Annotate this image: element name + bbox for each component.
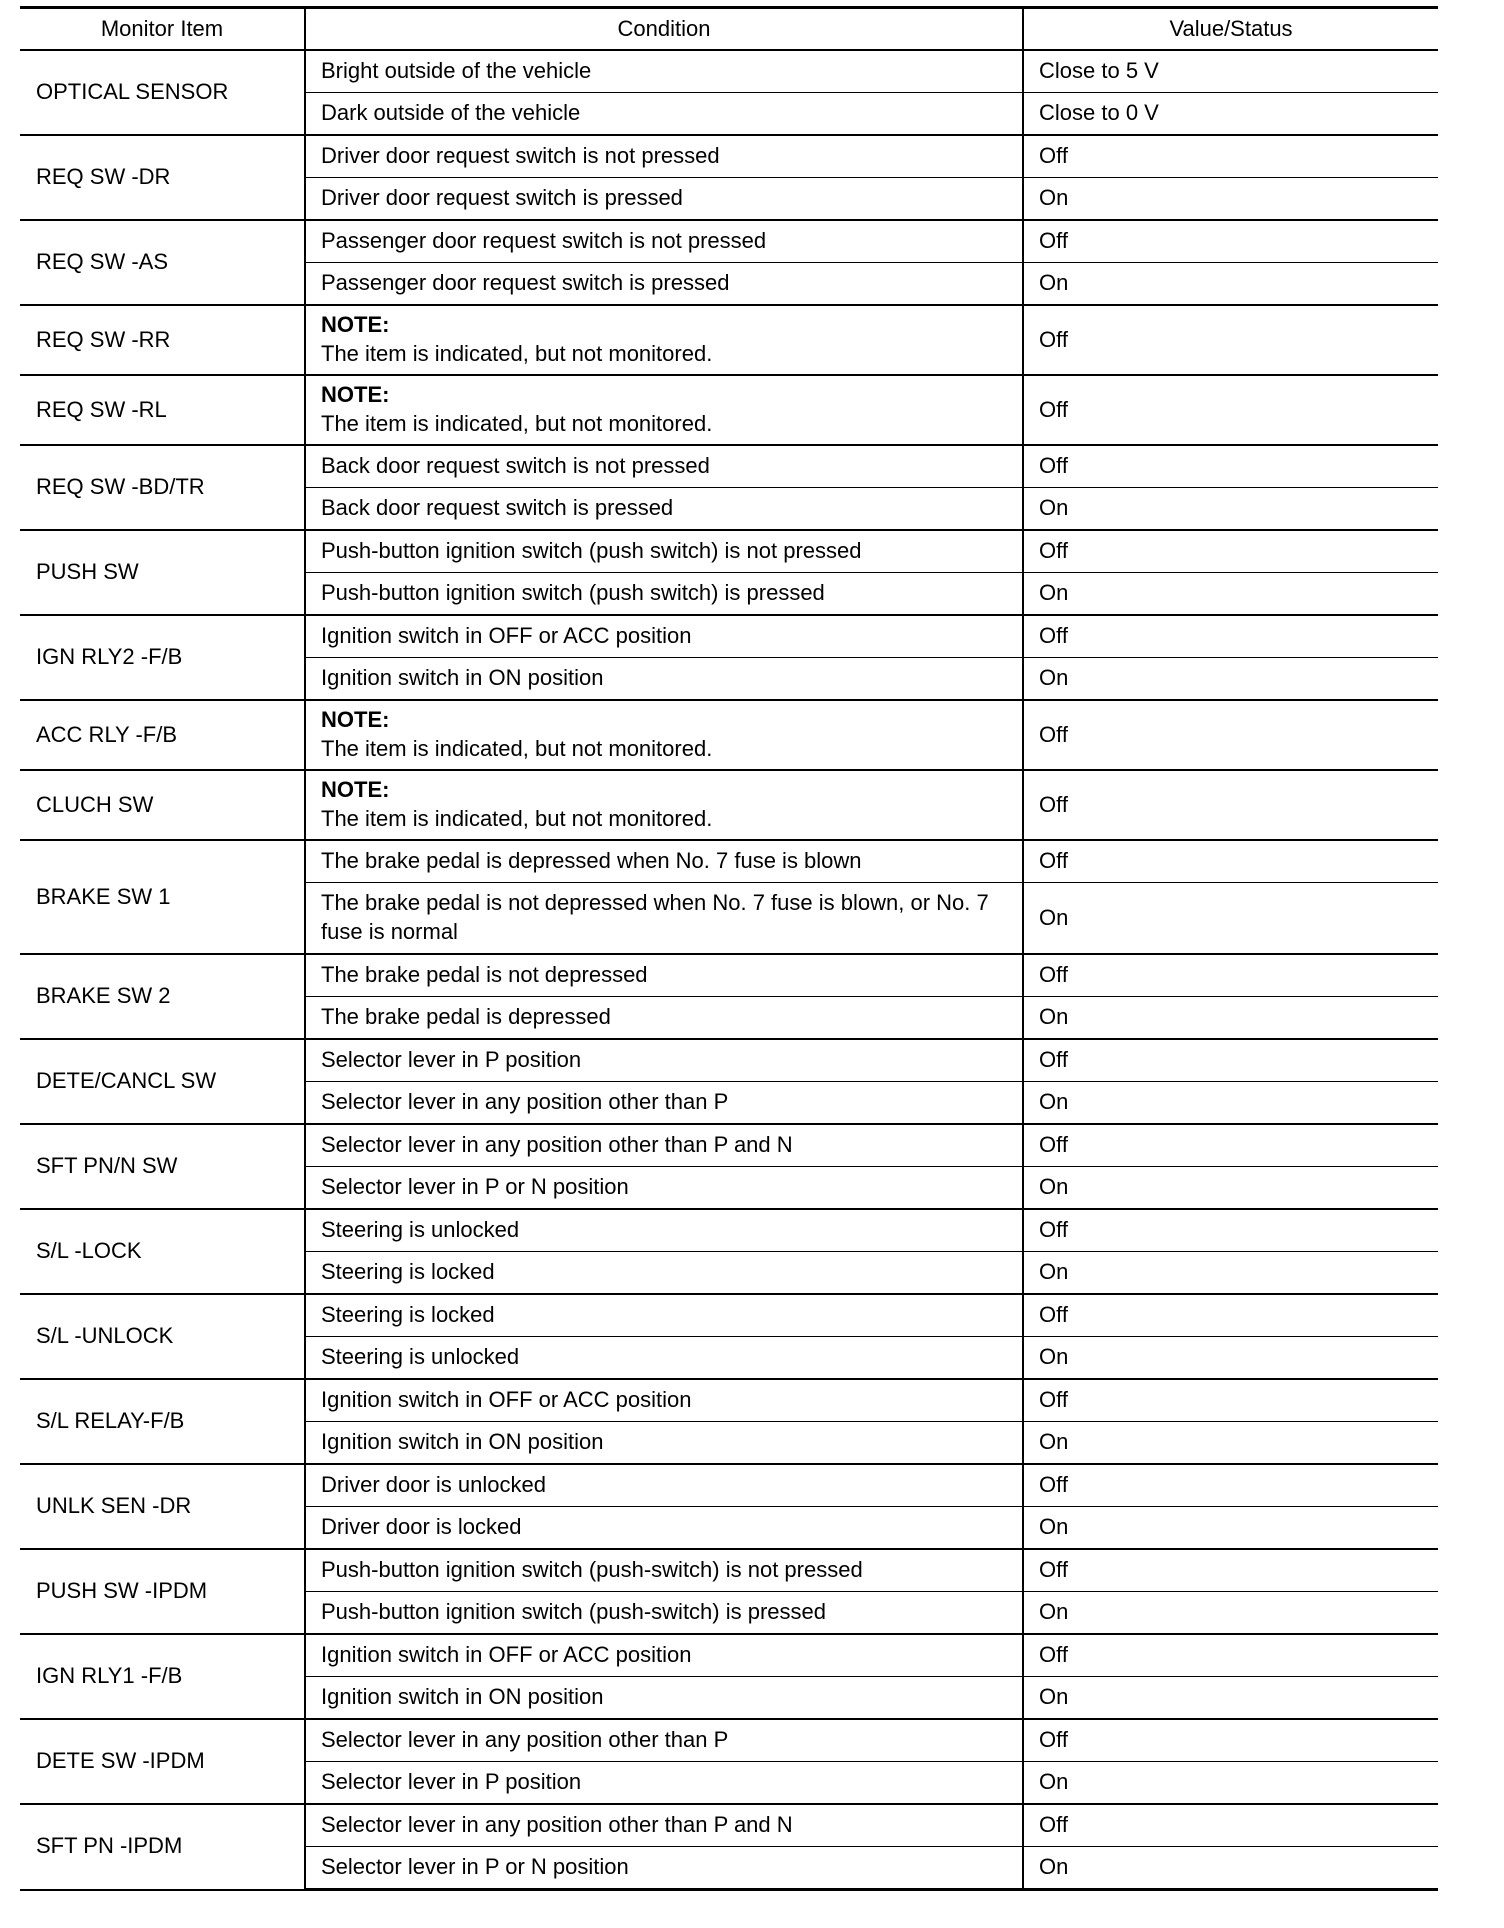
value-status-cell: On <box>1023 573 1438 616</box>
header-value-status: Value/Status <box>1023 8 1438 51</box>
value-status-cell: Off <box>1023 954 1438 997</box>
condition-cell: Ignition switch in OFF or ACC position <box>305 615 1023 658</box>
note-text: The item is indicated, but not monitored. <box>321 806 713 831</box>
monitor-item-cell: ACC RLY -F/B <box>20 700 305 770</box>
note-label: NOTE: <box>321 707 390 733</box>
monitor-item-cell: S/L -UNLOCK <box>20 1294 305 1379</box>
table-row <box>20 1379 1438 1422</box>
condition-cell: Selector lever in P position <box>305 1762 1023 1805</box>
condition-cell: Selector lever in any position other than P <box>305 1082 1023 1125</box>
condition-cell: Selector lever in any position other than P and N <box>305 1124 1023 1167</box>
table-row <box>20 1549 1438 1592</box>
monitor-item-cell: REQ SW -AS <box>20 220 305 305</box>
table-row <box>20 1039 1438 1082</box>
value-status-cell: On <box>1023 883 1438 955</box>
table-row <box>20 1464 1438 1507</box>
value-status-cell: Off <box>1023 220 1438 263</box>
note-text: The item is indicated, but not monitored. <box>321 736 713 761</box>
value-status-cell: Off <box>1023 1719 1438 1762</box>
condition-cell: Driver door request switch is not pressed <box>305 135 1023 178</box>
condition-cell: Steering is locked <box>305 1294 1023 1337</box>
condition-cell: Dark outside of the vehicle <box>305 93 1023 136</box>
table-row <box>20 1804 1438 1847</box>
monitor-item-table <box>20 6 1438 1891</box>
table-row <box>20 1719 1438 1762</box>
value-status-cell: On <box>1023 997 1438 1040</box>
condition-cell: Ignition switch in OFF or ACC position <box>305 1634 1023 1677</box>
header-row <box>20 8 1438 51</box>
monitor-item-cell: PUSH SW <box>20 530 305 615</box>
condition-cell: Back door request switch is pressed <box>305 488 1023 531</box>
monitor-item-cell: REQ SW -RL <box>20 375 305 445</box>
monitor-item-cell: S/L -LOCK <box>20 1209 305 1294</box>
monitor-item-cell: PUSH SW -IPDM <box>20 1549 305 1634</box>
condition-cell: Push-button ignition switch (push switch) is not pressed <box>305 530 1023 573</box>
table-row <box>20 1124 1438 1167</box>
condition-cell: Passenger door request switch is not pressed <box>305 220 1023 263</box>
value-status-cell: Off <box>1023 1804 1438 1847</box>
condition-cell <box>305 305 1023 375</box>
value-status-cell: On <box>1023 1422 1438 1465</box>
condition-cell: Ignition switch in ON position <box>305 658 1023 701</box>
value-status-cell: Close to 5 V <box>1023 50 1438 93</box>
value-status-cell: Off <box>1023 1634 1438 1677</box>
monitor-item-cell: CLUCH SW <box>20 770 305 840</box>
condition-cell <box>305 770 1023 840</box>
condition-cell: Steering is locked <box>305 1252 1023 1295</box>
table-row <box>20 220 1438 263</box>
condition-cell: Back door request switch is not pressed <box>305 445 1023 488</box>
condition-cell: Push-button ignition switch (push-switch) is not pressed <box>305 1549 1023 1592</box>
table-row <box>20 1634 1438 1677</box>
table-row <box>20 135 1438 178</box>
monitor-item-cell: UNLK SEN -DR <box>20 1464 305 1549</box>
table-row <box>20 954 1438 997</box>
monitor-item-cell: REQ SW -DR <box>20 135 305 220</box>
value-status-cell: Off <box>1023 700 1438 770</box>
condition-cell: Selector lever in any position other than P <box>305 1719 1023 1762</box>
value-status-cell: On <box>1023 1762 1438 1805</box>
table-row <box>20 840 1438 883</box>
value-status-cell: On <box>1023 488 1438 531</box>
table-header <box>20 8 1438 51</box>
condition-cell: Steering is unlocked <box>305 1337 1023 1380</box>
condition-cell: The brake pedal is not depressed when No. 7 fuse is blown, or No. 7 fuse is normal <box>305 883 1023 955</box>
note-label: NOTE: <box>321 312 390 338</box>
monitor-item-cell: OPTICAL SENSOR <box>20 50 305 135</box>
condition-cell: The brake pedal is depressed <box>305 997 1023 1040</box>
value-status-cell: Off <box>1023 840 1438 883</box>
value-status-cell: Off <box>1023 1464 1438 1507</box>
table-row <box>20 50 1438 93</box>
value-status-cell: On <box>1023 1592 1438 1635</box>
value-status-cell: On <box>1023 1677 1438 1720</box>
condition-cell: Selector lever in any position other than P and N <box>305 1804 1023 1847</box>
table-row <box>20 1294 1438 1337</box>
condition-cell: Push-button ignition switch (push-switch) is pressed <box>305 1592 1023 1635</box>
note-text: The item is indicated, but not monitored. <box>321 341 713 366</box>
monitor-item-cell: SFT PN -IPDM <box>20 1804 305 1890</box>
table-row <box>20 770 1438 840</box>
value-status-cell: Off <box>1023 1039 1438 1082</box>
value-status-cell: Off <box>1023 1124 1438 1167</box>
table-row <box>20 445 1438 488</box>
monitor-item-cell: SFT PN/N SW <box>20 1124 305 1209</box>
condition-cell: Selector lever in P or N position <box>305 1847 1023 1890</box>
value-status-cell: Off <box>1023 1294 1438 1337</box>
table-row <box>20 615 1438 658</box>
value-status-cell: On <box>1023 1252 1438 1295</box>
condition-cell: Driver door request switch is pressed <box>305 178 1023 221</box>
table-row <box>20 305 1438 375</box>
monitor-item-cell: BRAKE SW 1 <box>20 840 305 954</box>
condition-cell: Ignition switch in ON position <box>305 1677 1023 1720</box>
monitor-item-cell: REQ SW -BD/TR <box>20 445 305 530</box>
value-status-cell: On <box>1023 1507 1438 1550</box>
condition-cell: Driver door is unlocked <box>305 1464 1023 1507</box>
value-status-cell: On <box>1023 263 1438 306</box>
table-row <box>20 1209 1438 1252</box>
value-status-cell: Off <box>1023 1379 1438 1422</box>
value-status-cell: On <box>1023 1167 1438 1210</box>
header-monitor-item: Monitor Item <box>20 8 305 51</box>
value-status-cell: Off <box>1023 445 1438 488</box>
value-status-cell: Off <box>1023 1209 1438 1252</box>
value-status-cell: Off <box>1023 770 1438 840</box>
condition-cell: Driver door is locked <box>305 1507 1023 1550</box>
monitor-item-cell: BRAKE SW 2 <box>20 954 305 1039</box>
condition-cell <box>305 375 1023 445</box>
value-status-cell: On <box>1023 1847 1438 1890</box>
value-status-cell: On <box>1023 658 1438 701</box>
value-status-cell: On <box>1023 1337 1438 1380</box>
value-status-cell: Off <box>1023 1549 1438 1592</box>
condition-cell: Selector lever in P position <box>305 1039 1023 1082</box>
condition-cell: Bright outside of the vehicle <box>305 50 1023 93</box>
monitor-item-cell: REQ SW -RR <box>20 305 305 375</box>
table-row <box>20 530 1438 573</box>
value-status-cell: Off <box>1023 530 1438 573</box>
value-status-cell: Off <box>1023 615 1438 658</box>
condition-cell: Push-button ignition switch (push switch) is pressed <box>305 573 1023 616</box>
monitor-item-cell: DETE SW -IPDM <box>20 1719 305 1804</box>
table-row <box>20 375 1438 445</box>
monitor-item-cell: S/L RELAY-F/B <box>20 1379 305 1464</box>
value-status-cell: On <box>1023 1082 1438 1125</box>
monitor-item-cell: IGN RLY1 -F/B <box>20 1634 305 1719</box>
value-status-cell: Off <box>1023 375 1438 445</box>
value-status-cell: Off <box>1023 305 1438 375</box>
condition-cell: Steering is unlocked <box>305 1209 1023 1252</box>
value-status-cell: Close to 0 V <box>1023 93 1438 136</box>
condition-cell <box>305 700 1023 770</box>
value-status-cell: Off <box>1023 135 1438 178</box>
value-status-cell: On <box>1023 178 1438 221</box>
condition-cell: Selector lever in P or N position <box>305 1167 1023 1210</box>
condition-cell: Ignition switch in OFF or ACC position <box>305 1379 1023 1422</box>
condition-cell: The brake pedal is not depressed <box>305 954 1023 997</box>
condition-cell: The brake pedal is depressed when No. 7 fuse is blown <box>305 840 1023 883</box>
monitor-item-cell: IGN RLY2 -F/B <box>20 615 305 700</box>
note-label: NOTE: <box>321 382 390 408</box>
header-condition: Condition <box>305 8 1023 51</box>
condition-cell: Passenger door request switch is pressed <box>305 263 1023 306</box>
monitor-item-cell: DETE/CANCL SW <box>20 1039 305 1124</box>
note-text: The item is indicated, but not monitored. <box>321 411 713 436</box>
table-row <box>20 700 1438 770</box>
condition-cell: Ignition switch in ON position <box>305 1422 1023 1465</box>
note-label: NOTE: <box>321 777 390 803</box>
table-body <box>20 50 1438 1890</box>
